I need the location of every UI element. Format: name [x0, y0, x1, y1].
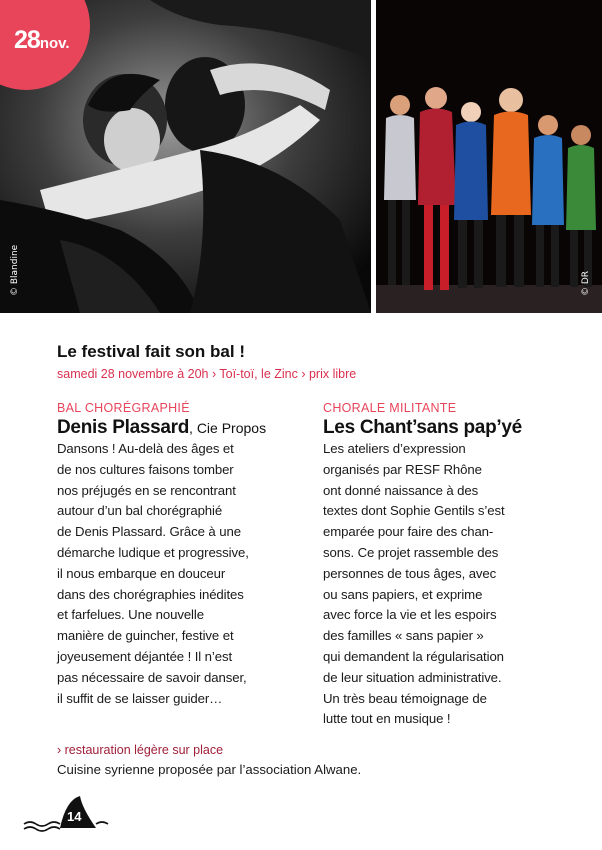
body-line: il suffit de se laisser guider… — [57, 690, 223, 706]
body-line: avec force la vie et les espoirs — [323, 607, 497, 623]
right-kicker: CHORALE MILITANTE — [323, 401, 457, 415]
left-heading — [57, 417, 302, 439]
body-line: autour d’un bal chorégraphié — [57, 503, 223, 519]
event-title: Le festival fait son bal ! — [57, 342, 245, 361]
date-month: nov. — [39, 35, 70, 52]
body-line: Un très beau témoignage de — [323, 690, 487, 706]
left-company: , Cie Propos — [189, 420, 267, 436]
restauration-text: Cuisine syrienne proposée par l’association Alwane. — [57, 762, 362, 777]
page-number: 14 — [67, 809, 82, 824]
body-line: dans des chorégraphies inédites — [57, 586, 244, 602]
date-day: 28 — [14, 26, 40, 54]
body-line: organisés par RESF Rhône — [323, 461, 482, 477]
body-line: manière de guincher, festive et — [57, 628, 234, 644]
body-line: textes dont Sophie Gentils s’est — [323, 503, 505, 519]
body-line: il nous embarque en douceur — [57, 565, 226, 581]
restauration-label: › restauration légère sur place — [57, 743, 224, 757]
body-line: qui demandent la régularisation — [323, 648, 504, 664]
body-line: de leur situation administrative. — [323, 669, 502, 685]
body-line: de Denis Plassard. Grâce à une — [57, 524, 241, 540]
left-artist-name: Denis Plassard — [57, 417, 190, 438]
left-kicker: BAL CHORÉGRAPHIÉ — [57, 401, 190, 415]
choir-illustration — [376, 0, 602, 313]
body-line: sons. Ce projet rassemble des — [323, 544, 499, 560]
body-line: démarche ludique et progressive, — [57, 544, 249, 560]
body-line: Les ateliers d’expression — [323, 441, 466, 456]
right-photo-credit: © DR — [581, 270, 591, 296]
right-body — [323, 439, 558, 730]
right-heading: Les Chant’sans pap’yé — [323, 417, 522, 438]
body-line: et farfelues. Une nouvelle — [57, 607, 204, 623]
photo-choir — [376, 0, 602, 313]
body-line: joyeusement déjantée ! Il n’est — [57, 648, 233, 664]
body-line: nos préjugés en se rencontrant — [57, 482, 236, 498]
left-body — [57, 439, 302, 709]
body-line: lutte tout en musique ! — [323, 711, 451, 727]
left-photo-credit: © Blandine — [10, 244, 20, 296]
date-label — [14, 26, 70, 55]
body-line: des familles « sans papier » — [323, 628, 484, 644]
left-column — [57, 401, 302, 709]
body-line: de nos cultures faisons tomber — [57, 461, 234, 477]
body-line: personnes de tous âges, avec — [323, 565, 497, 581]
event-details: samedi 28 novembre à 20h › Toï-toï, le Zinc › prix libre — [57, 367, 357, 381]
right-column — [323, 401, 558, 730]
body-line: ont donné naissance à des — [323, 482, 479, 498]
body-line: Dansons ! Au-delà des âges et — [57, 441, 234, 456]
body-line: pas nécessaire de savoir danser, — [57, 669, 247, 685]
body-line: ou sans papiers, et exprime — [323, 586, 483, 602]
body-line: emparée pour faire des chan- — [323, 524, 494, 540]
